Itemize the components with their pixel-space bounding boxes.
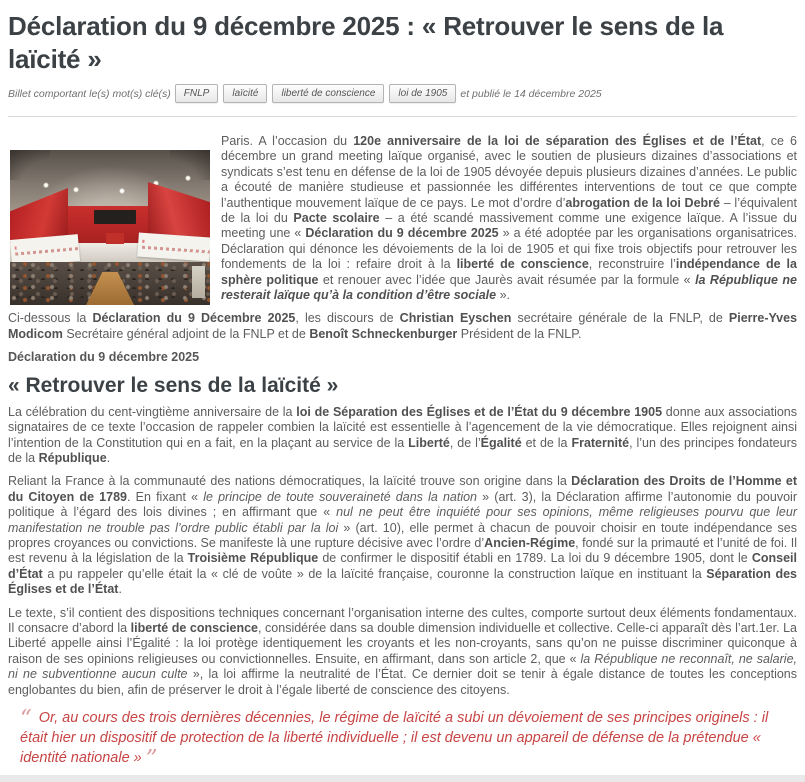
photo-corner-right <box>170 150 210 180</box>
post-meta <box>8 84 797 103</box>
header-divider <box>8 116 797 117</box>
open-quote-icon: “ <box>20 706 32 732</box>
close-quote-icon: ” <box>145 746 158 772</box>
photo-screen <box>94 210 136 224</box>
article-content <box>8 134 798 772</box>
lead-section <box>8 134 797 311</box>
tag-liberte-de-conscience[interactable]: liberté de conscience <box>272 84 384 103</box>
declaration-kicker: Déclaration du 9 décembre 2025 <box>8 350 200 365</box>
page-bottom-strip <box>0 775 805 782</box>
photo-red-flag <box>106 233 124 244</box>
page-title: Déclaration du 9 décembre 2025 : « Retrouver le sens de la laïcité » <box>8 11 724 74</box>
tag-fnlp[interactable]: FNLP <box>175 84 219 103</box>
declaration-title: « Retrouver le sens de la laïcité » <box>8 373 339 397</box>
intro-paragraph: Paris. A l’occasion du 120e anniversaire de la loi de séparation des Églises et de l’État, ce 6 décembre un grand meeting laïque organisé, avec le soutien de plusieurs dizaines d’associations et syndicats s’est tenu en défense de la loi de 1905 dévoyée depuis plusieurs dizaines d’années. Le public a écouté de manière studieuse et passionnée les différentes interventions de tout ce que compte l’authentique mouvement laïque de ce pays. Le mot d’ordre d’abrogation de la loi Debré – l’équivalent de la loi du Pacte scolaire – a été scandé massivement comme une exigence laïque. A l’issue du meeting une « Déclaration du 9 décembre 2025 » a été adoptée par les organisations organisatrices. Déclaration qui dénonce les dévoiements de la loi de 1905 et qui fixe trois objectifs pour retrouver les fondements de la loi : refaire droit à la liberté de conscience, reconstruire l’indépendance de la sphère politique et renouer avec l’idée que Jaurès avait résumée par la formule « la République ne resterait laïque qu’à la condition d’être sociale ». <box>221 134 797 303</box>
pull-quote-text: Or, au cours des trois dernières décennies, le régime de laïcité a subi un dévoiement de ses principes originels : il était hier un dispositif de protection de la liberté individuelle ; il est devenu un appareil de défense de la prétendue « identité nationale » <box>20 710 769 766</box>
paragraph-le-texte: Le texte, s’il contient des dispositions techniques concernant l’organisation interne des cultes, comporte surtout deux éléments fondamentaux. Il consacre d’abord la liberté de conscience, considérée dans sa double dimension individuelle et collective. Celle-ci apparaît dès l’art.1er. La Liberté appelle ainsi l’Égalité : la loi protège identiquement les croyants et les non-croyants, sans qu’on ne puisse discriminer quiconque à raison de ses opinions religieuses ou convictionnelles. Ensuite, en affirmant, dans son article 2, que « la République ne reconnaît, ne salarie, ni ne subventionne aucun culte », la loi affirme la neutralité de l’État. Ce dernier doit se tenir à égale distance de toutes les conceptions englobantes du bien, afin de préserver le droit à l’égale liberté de conscience des citoyens. <box>8 605 798 697</box>
photo-banner-right <box>137 233 210 262</box>
photo-doorway <box>192 266 205 298</box>
photo-corner-left <box>10 150 50 180</box>
paragraph-celebration: La célébration du cent-vingtième anniversaire de la loi de Séparation des Églises et de l’État du 9 décembre 1905 donne aux associations signataires de ce texte l’occasion de rappeler combien la laïcité est essentielle à l’agencement de la vie démocratique. Elles rejoignent ainsi l’intention de la Constitution qui en a fait, en la plaçant au service de la Liberté, de l’Égalité et de la Fraternité, l’un des principes fondateurs de la République. <box>8 404 798 465</box>
pull-quote <box>20 706 797 772</box>
meta-publish-date: et publié le 14 décembre 2025 <box>460 87 602 100</box>
tag-laicite[interactable]: laïcité <box>223 84 267 103</box>
meeting-audience-photo <box>10 150 210 305</box>
meta-prefix: Billet comportant le(s) mot(s) clé(s) <box>8 87 171 100</box>
tag-loi-de-1905[interactable]: loi de 1905 <box>389 84 456 103</box>
speakers-paragraph: Ci-dessous la Déclaration du 9 Décembre 2025, les discours de Christian Eyschen secrétaire générale de la FNLP, de Pierre-Yves Modicom Secrétaire général adjoint de la FNLP et de Benoît Schneckenburger Président de la FNLP. <box>8 311 798 341</box>
paragraph-origine: Reliant la France à la communauté des nations démocratiques, la laïcité trouve son origine dans la Déclaration des Droits de l’Homme et du Citoyen de 1789. En fixant « le principe de toute souveraineté dans la nation » (art. 3), la Déclaration affirme l’autonomie du pouvoir politique à l’égard des lois divines ; en affirmant que « nul ne peut être inquiété pour ses opinions, même religieuses pourvu que leur manifestation ne trouble pas l’ordre public établi par la loi » (art. 10), elle permet à chacun de pouvoir choisir en toute indépendance ses propres croyances ou convictions. Se manifeste là une rupture décisive avec l’ordre d’Ancien-Régime, fondé sur la primauté et l’unité de foi. Il est revenu à la législation de la Troisième République de confirmer le dispositif établi en 1789. La loi du 9 décembre 1905, dont le Conseil d’État a pu rappeler qu’elle était la « clé de voûte » de la laïcité française, couronne la construction laïque en instituant la Séparation des Églises et de l’État. <box>8 474 797 597</box>
